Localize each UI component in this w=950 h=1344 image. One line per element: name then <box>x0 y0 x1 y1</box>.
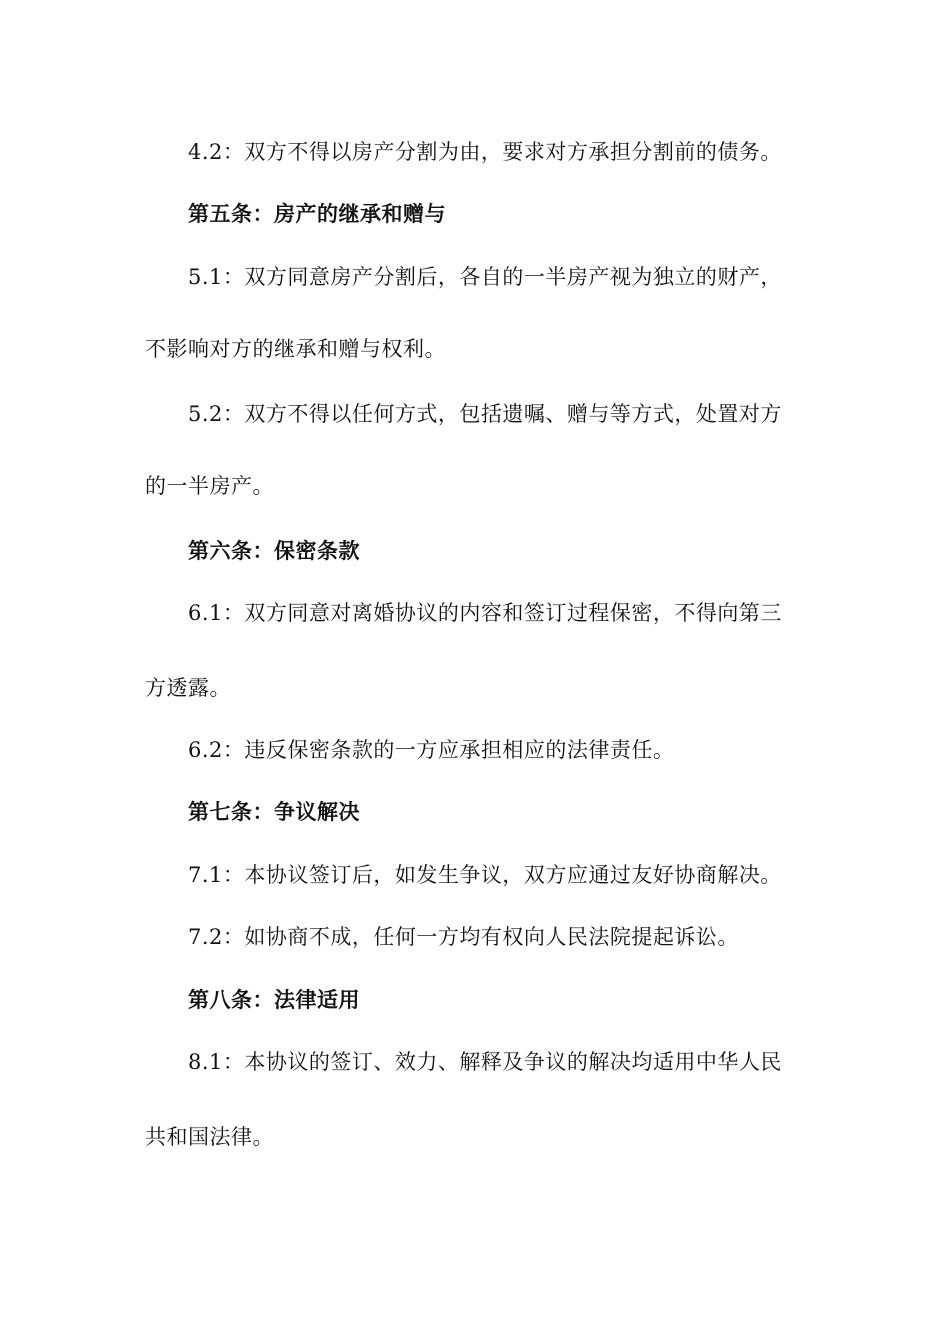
clause-6-1-line-1: 6.1：双方同意对离婚协议的内容和签订过程保密，不得向第三 <box>188 601 782 625</box>
clause-4-2: 4.2：双方不得以房产分割为由，要求对方承担分割前的债务。 <box>188 140 782 164</box>
clause-5-2-line-1: 5.2：双方不得以任何方式，包括遗嘱、赠与等方式，处置对方 <box>188 402 782 426</box>
clause-6-1-line-2: 方透露。 <box>145 676 231 700</box>
clause-6-2: 6.2：违反保密条款的一方应承担相应的法律责任。 <box>188 738 675 762</box>
heading-article-8: 第八条：法律适用 <box>188 988 360 1012</box>
clause-8-1-line-1: 8.1：本协议的签订、效力、解释及争议的解决均适用中华人民 <box>188 1050 782 1074</box>
clause-5-1-line-2: 不影响对方的继承和赠与权利。 <box>145 337 446 361</box>
heading-article-5: 第五条：房产的继承和赠与 <box>188 202 446 226</box>
clause-7-1: 7.1：本协议签订后，如发生争议，双方应通过友好协商解决。 <box>188 863 782 887</box>
clause-8-1-line-2: 共和国法律。 <box>145 1125 274 1149</box>
clause-7-2: 7.2：如协商不成，任何一方均有权向人民法院提起诉讼。 <box>188 925 739 949</box>
clause-5-2-line-2: 的一半房产。 <box>145 474 274 498</box>
clause-5-1-line-1: 5.1：双方同意房产分割后，各自的一半房产视为独立的财产， <box>188 265 782 289</box>
heading-article-7: 第七条：争议解决 <box>188 800 360 824</box>
heading-article-6: 第六条：保密条款 <box>188 539 360 563</box>
